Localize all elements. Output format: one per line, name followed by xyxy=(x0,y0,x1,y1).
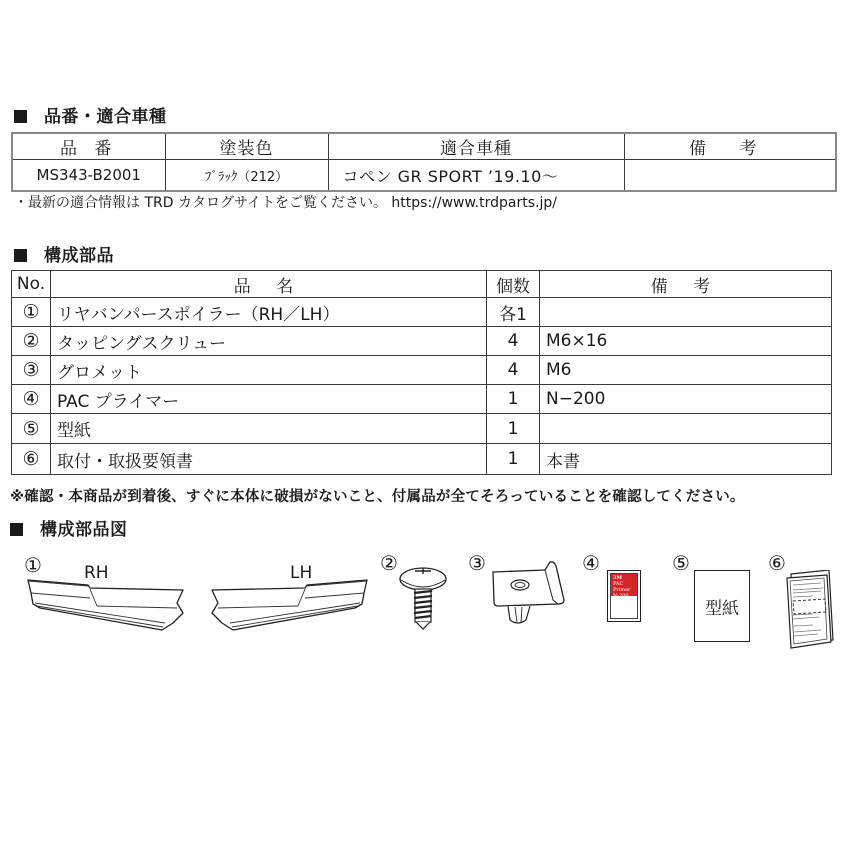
header-part-number: 品 番 xyxy=(12,133,165,160)
row-number: ⑤ xyxy=(12,414,51,444)
compatibility-note: ・最新の適合情報は TRD カタログサイトをご覧ください。 https://www.trdparts.jp/ xyxy=(14,195,557,211)
figure-number-6: ⑥ xyxy=(768,551,786,575)
item-name: PAC プライマー xyxy=(51,385,487,414)
table-row xyxy=(12,298,832,327)
table-row xyxy=(12,160,836,192)
label-lh: LH xyxy=(290,563,313,583)
remarks-cell xyxy=(624,160,836,192)
figure-number-5: ⑤ xyxy=(672,551,690,575)
section-title-component-diagram: 構成部品図 xyxy=(10,520,128,540)
row-number: ② xyxy=(12,327,51,356)
header-quantity: 個数 xyxy=(487,271,540,298)
item-remarks: M6×16 xyxy=(540,327,832,356)
compatible-model-cell: コペン GR SPORT ’19.10〜 xyxy=(328,160,624,192)
item-name: タッピングスクリュー xyxy=(51,327,487,356)
item-quantity: 各1 xyxy=(487,298,540,327)
tapping-screw-icon xyxy=(398,562,448,632)
figure-number-3: ③ xyxy=(468,551,486,575)
confirmation-warning: ※確認・本商品が到着後、すぐに本体に破損がないこと、付属品が全てそろっていることを確認してください。 xyxy=(10,489,745,505)
grommet-icon xyxy=(490,560,570,630)
item-name: 取付・取扱要領書 xyxy=(51,444,487,475)
square-bullet-icon xyxy=(14,110,27,123)
pac-primer-icon xyxy=(607,570,641,622)
row-number: ④ xyxy=(12,385,51,414)
header-remarks: 備 考 xyxy=(540,271,832,298)
template-paper-icon: 型紙 xyxy=(694,570,750,642)
section-title-components: 構成部品 xyxy=(14,246,114,266)
item-remarks xyxy=(540,414,832,444)
label-rh: RH xyxy=(84,563,109,583)
table-row xyxy=(12,444,832,475)
item-name: リヤバンパースポイラー（RH／LH） xyxy=(51,298,487,327)
header-remarks: 備 考 xyxy=(624,133,836,160)
instruction-manual-icon xyxy=(783,570,838,650)
header-paint-color: 塗装色 xyxy=(165,133,328,160)
item-name: グロメット xyxy=(51,356,487,385)
square-bullet-icon xyxy=(10,523,23,536)
rear-bumper-spoiler-lh-icon xyxy=(210,578,370,636)
header-compatible-model: 適合車種 xyxy=(328,133,624,160)
components-table xyxy=(11,270,832,475)
square-bullet-icon xyxy=(14,249,27,262)
row-number: ① xyxy=(12,298,51,327)
table-header-row xyxy=(12,271,832,298)
table-row xyxy=(12,385,832,414)
table-row xyxy=(12,356,832,385)
item-name: 型紙 xyxy=(51,414,487,444)
table-row xyxy=(12,327,832,356)
row-number: ⑥ xyxy=(12,444,51,475)
item-remarks: 本書 xyxy=(540,444,832,475)
rear-bumper-spoiler-rh-icon xyxy=(25,578,185,636)
item-remarks xyxy=(540,298,832,327)
primer-label: 3M PAC Primer N-200 xyxy=(611,574,637,596)
figure-number-4: ④ xyxy=(582,551,600,575)
table-header-row xyxy=(12,133,836,160)
item-remarks: N−200 xyxy=(540,385,832,414)
item-quantity: 4 xyxy=(487,356,540,385)
figure-number-1: ① xyxy=(24,553,42,577)
item-quantity: 1 xyxy=(487,414,540,444)
section-title-part-number: 品番・適合車種 xyxy=(14,107,167,127)
item-quantity: 1 xyxy=(487,385,540,414)
row-number: ③ xyxy=(12,356,51,385)
paint-color-cell: ﾌﾞﾗｯｸ（212） xyxy=(165,160,328,192)
figure-number-2: ② xyxy=(380,551,398,575)
header-no: No. xyxy=(12,271,51,298)
item-remarks: M6 xyxy=(540,356,832,385)
item-quantity: 4 xyxy=(487,327,540,356)
item-quantity: 1 xyxy=(487,444,540,475)
part-number-table xyxy=(11,132,837,192)
table-row xyxy=(12,414,832,444)
header-item-name: 品 名 xyxy=(51,271,487,298)
part-number-cell: MS343-B2001 xyxy=(12,160,165,192)
